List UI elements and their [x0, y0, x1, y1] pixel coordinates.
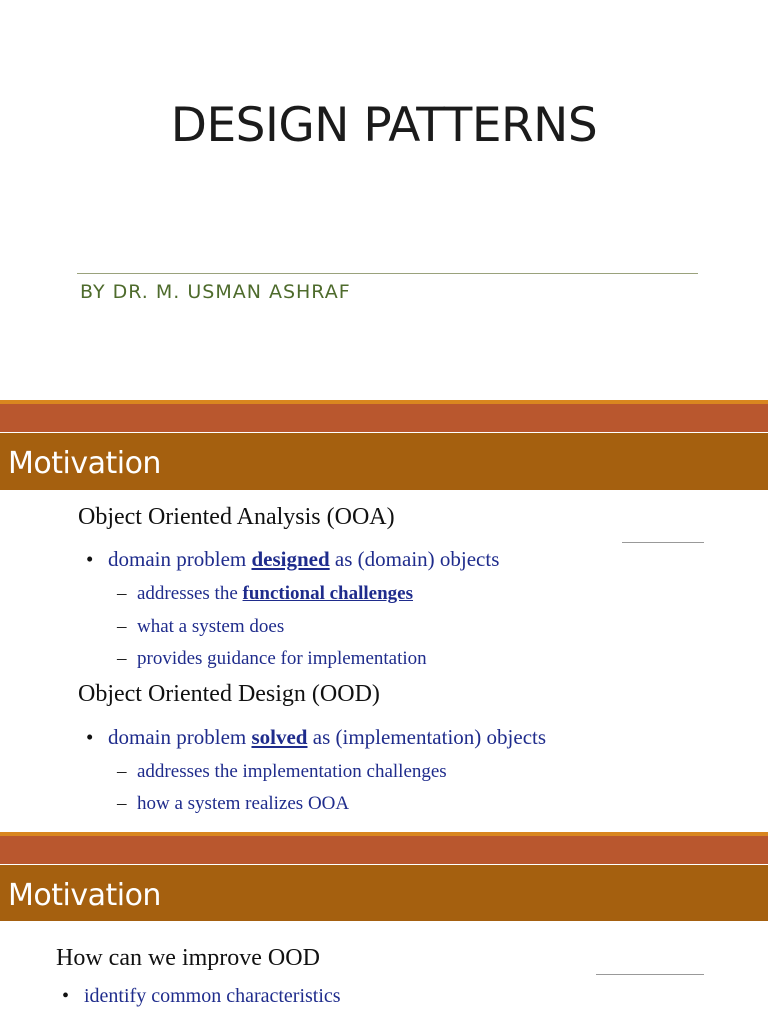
- ooa-sub-item: – provides guidance for implementation: [117, 648, 427, 669]
- ood-heading: Object Oriented Design (OOD): [78, 681, 380, 707]
- bullet-icon: •: [86, 547, 94, 571]
- motivation-slide-2: [0, 832, 768, 1024]
- slide-header: [0, 433, 768, 490]
- decorative-line: [596, 974, 704, 975]
- slide-header-title: Motivation: [8, 446, 161, 481]
- dash-icon: –: [117, 793, 127, 814]
- slide-title: DESIGN PATTERNS: [170, 98, 598, 153]
- improve-ood-heading: How can we improve OOD: [56, 945, 320, 971]
- ood-bullet: • domain problem solved as (implementation) objects: [86, 725, 547, 749]
- ooa-sub-item: – what a system does: [117, 616, 285, 637]
- ood-sub-item: – addresses the implementation challenges: [117, 761, 447, 782]
- improve-ood-bullet: • identify common characteristics: [62, 985, 341, 1007]
- decorative-line: [622, 542, 704, 543]
- ooa-bullet: • domain problem designed as (domain) objects: [86, 547, 500, 571]
- top-band: [0, 836, 768, 864]
- author-byline: BY DR. M. USMAN ASHRAF: [80, 281, 351, 303]
- motivation-slide-1: [0, 400, 768, 830]
- slide-header: [0, 865, 768, 921]
- ooa-sub-item: – addresses the functional challenges: [117, 583, 414, 604]
- keyword-solved: solved: [251, 725, 308, 749]
- title-slide: [0, 0, 768, 400]
- dash-icon: –: [117, 761, 127, 782]
- dash-icon: –: [117, 616, 127, 637]
- top-band: [0, 404, 768, 432]
- keyword-functional-challenges: functional challenges: [242, 583, 414, 604]
- dash-icon: –: [117, 583, 127, 604]
- bullet-icon: •: [62, 985, 70, 1007]
- ooa-heading: Object Oriented Analysis (OOA): [78, 504, 395, 530]
- keyword-designed: designed: [251, 547, 330, 571]
- slide-header-title: Motivation: [8, 878, 161, 913]
- title-divider: [77, 273, 698, 274]
- dash-icon: –: [117, 648, 127, 669]
- bullet-icon: •: [86, 725, 94, 749]
- ood-sub-item: – how a system realizes OOA: [117, 793, 350, 814]
